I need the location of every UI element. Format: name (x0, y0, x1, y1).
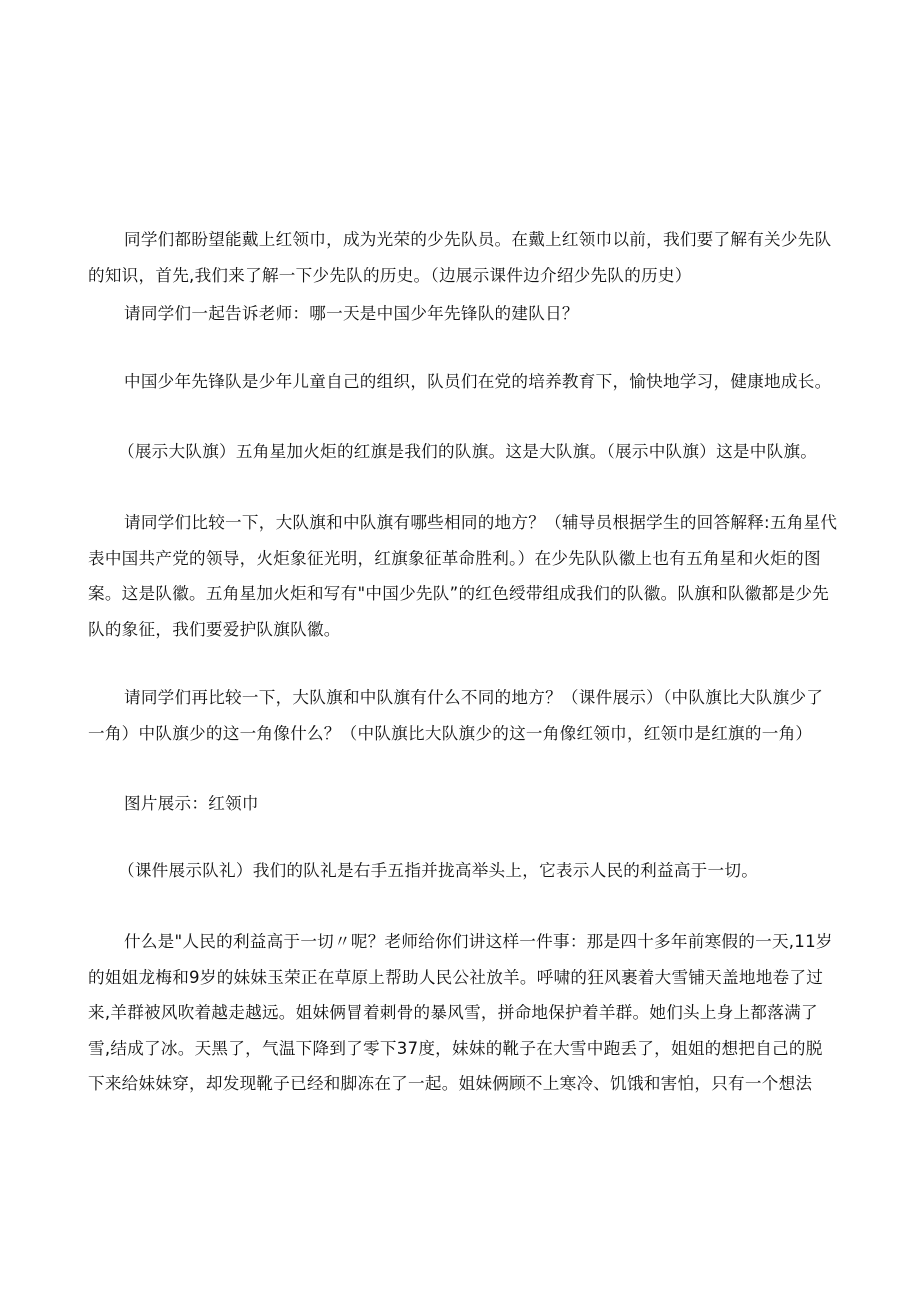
paragraph-salute: （课件展示队礼）我们的队礼是右手五指并拢高举头上，它表示人民的利益高于一切。 (118, 861, 759, 880)
paragraph-story: 什么是"人民的利益高于一切〃呢？老师给你们讲这样一件事：那是四十多年前寒假的一天,11岁的姐姐龙梅和9岁的妹妹玉荣正在草原上帮助人民公社放羊。呼啸的狂风裹着大雪铺天盖地地卷了过来,羊群被风吹着越走越远。姐妹俩冒着刺骨的暴风雪，拼命地保护着羊群。她们头上身上都落满了雪,结成了冰。天黑了，气温下降到了零下37度，妹妹的靴子在大雪中跑丢了，姐姐的想把自己的脱下来给妹妹穿，却发现靴子已经和脚冻在了一起。姐妹俩顾不上寒冷、饥饿和害怕，只有一个想法 (88, 932, 833, 1093)
paragraph-intro: 同学们都盼望能戴上红领巾，成为光荣的少先队员。在戴上红领巾以前，我们要了解有关少先队的知识，首先,我们来了解一下少先队的历史。（边展示课件边介绍少先队的历史） (88, 230, 832, 285)
paragraph-question-founding-day: 请同学们一起告诉老师：哪一天是中国少年先锋队的建队日？ (124, 304, 579, 323)
paragraph-organization: 中国少年先锋队是少年儿童自己的组织，队员们在党的培养教育下，愉快地学习，健康地成长。 (124, 372, 832, 391)
paragraph-flags: （展示大队旗）五角星加火炬的红旗是我们的队旗。这是大队旗。（展示中队旗）这是中队旗。 (118, 442, 818, 461)
paragraph-compare-same: 请同学们比较一下，大队旗和中队旗有哪些相同的地方？（辅导员根据学生的回答解释:五角星代表中国共产党的领导，火炬象征光明，红旗象征革命胜利。）在少先队队徽上也有五角星和火炬的图案。这是队徽。五角星加火炬和写有"中国少先队”的红色绶带组成我们的队徽。队旗和队徽都是少先队的象征，我们要爱护队旗队徽。 (88, 513, 838, 639)
paragraph-compare-different: 请同学们再比较一下，大队旗和中队旗有什么不同的地方？（课件展示）（中队旗比大队旗少了一角）中队旗少的这一角像什么？（中队旗比大队旗少的这一角像红领巾，红领巾是红旗的一角） (88, 688, 824, 743)
paragraph-picture-display: 图片展示：红领巾 (124, 794, 259, 813)
